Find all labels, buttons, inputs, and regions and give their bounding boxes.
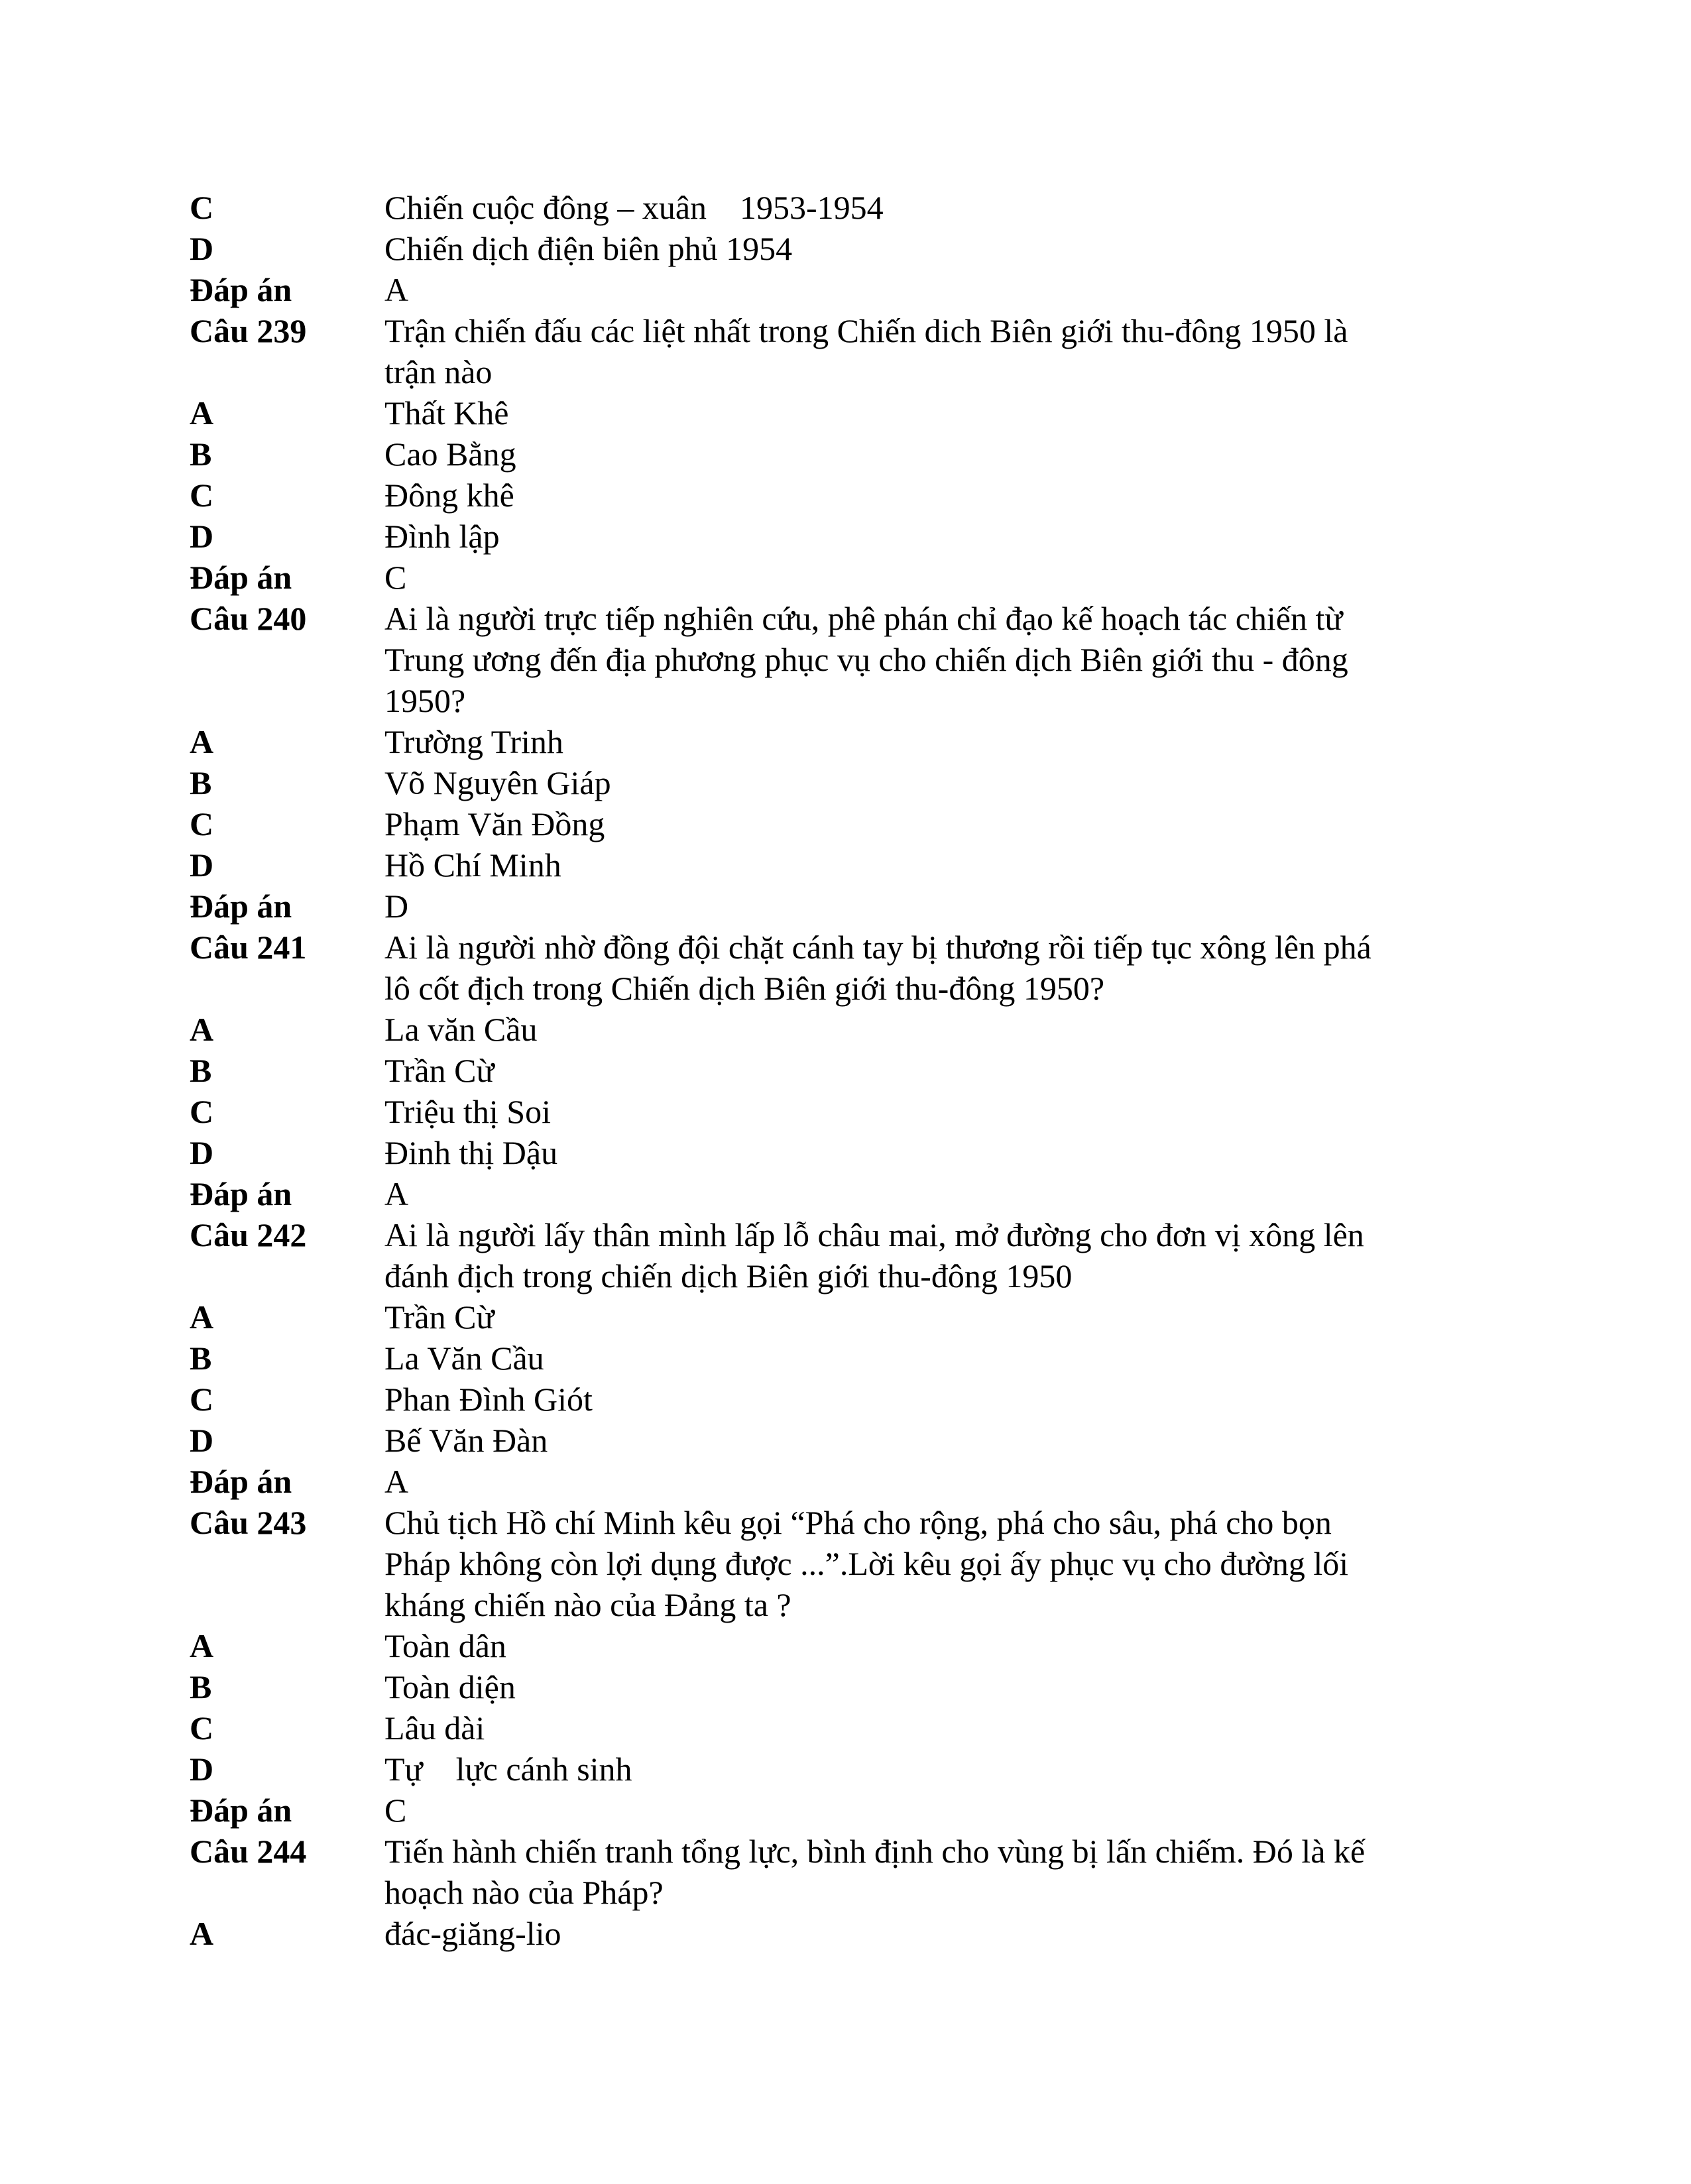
quiz-row [190, 433, 1489, 475]
quiz-row [190, 721, 1489, 762]
quiz-row [190, 1831, 1489, 1913]
quiz-row [190, 1050, 1489, 1091]
row-text: Tiến hành chiến tranh tổng lực, bình định cho vùng bị lấn chiếm. Đó là kế hoạch nào của Pháp? [384, 1833, 1366, 1911]
quiz-row [190, 557, 1489, 598]
row-label: Câu 242 [190, 1216, 307, 1253]
row-text: Toàn diện [384, 1668, 516, 1705]
row-label: C [190, 1381, 214, 1418]
row-text: Toàn dân [384, 1627, 506, 1664]
row-text: Đình lập [384, 518, 500, 555]
row-text: La Văn Cầu [384, 1340, 544, 1377]
quiz-row [190, 475, 1489, 516]
quiz-row [190, 228, 1489, 269]
row-label: C [190, 1709, 214, 1747]
row-label: Câu 241 [190, 929, 307, 966]
quiz-row [190, 187, 1489, 228]
row-label: C [190, 189, 214, 226]
row-label: D [190, 1134, 214, 1171]
row-text: đác-giăng-lio [384, 1915, 561, 1952]
row-label: A [190, 394, 214, 431]
quiz-row [190, 1461, 1489, 1502]
quiz-row [190, 1091, 1489, 1132]
row-label: A [190, 723, 214, 760]
quiz-row [190, 927, 1489, 1009]
quiz-row [190, 1009, 1489, 1050]
row-text: A [384, 1175, 409, 1212]
quiz-row [190, 1173, 1489, 1214]
row-text: Phạm Văn Đồng [384, 805, 605, 842]
quiz-row [190, 269, 1489, 310]
row-text: Tự lực cánh sinh [384, 1751, 632, 1788]
row-text: A [384, 1463, 409, 1500]
row-label: C [190, 1093, 214, 1130]
row-label: Đáp án [190, 1792, 292, 1829]
quiz-row [190, 1379, 1489, 1420]
row-label: D [190, 846, 214, 884]
row-text: Ai là người nhờ đồng đội chặt cánh tay bị thương rồi tiếp tục xông lên phá lô cốt địch trong Chiến dịch Biên giới thu-đông 1950? [384, 929, 1371, 1007]
quiz-row [190, 516, 1489, 557]
row-text: Trần Cừ [384, 1298, 495, 1336]
row-text: C [384, 1792, 407, 1829]
row-text: Ai là người lấy thân mình lấp lỗ châu mai, mở đường cho đơn vị xông lên đánh địch trong chiến dịch Biên giới thu-đông 1950 [384, 1216, 1364, 1294]
quiz-row [190, 1420, 1489, 1461]
quiz-row [190, 1790, 1489, 1831]
row-label: B [190, 764, 212, 801]
quiz-row [190, 1214, 1489, 1296]
row-label: B [190, 435, 212, 473]
row-text: Trường Trinh [384, 723, 563, 760]
row-label: Câu 240 [190, 600, 307, 637]
row-label: C [190, 805, 214, 842]
row-label: D [190, 1422, 214, 1459]
row-label: B [190, 1340, 212, 1377]
row-text: Chiến dịch điện biên phủ 1954 [384, 230, 793, 267]
row-label: C [190, 477, 214, 514]
row-label: D [190, 230, 214, 267]
quiz-row [190, 598, 1489, 721]
quiz-row [190, 1625, 1489, 1666]
row-text: Thất Khê [384, 394, 509, 431]
row-label: Đáp án [190, 1175, 292, 1212]
quiz-row [190, 1132, 1489, 1173]
row-text: Võ Nguyên Giáp [384, 764, 611, 801]
row-text: Triệu thị Soi [384, 1093, 552, 1130]
row-text: Chiến cuộc đông – xuân 1953-1954 [384, 189, 884, 226]
row-text: D [384, 888, 409, 925]
row-text: La văn Cầu [384, 1011, 538, 1048]
quiz-row [190, 1502, 1489, 1625]
row-label: B [190, 1052, 212, 1089]
row-label: D [190, 1751, 214, 1788]
row-text: Trận chiến đấu các liệt nhất trong Chiến dich Biên giới thu-đông 1950 là trận nào [384, 312, 1348, 390]
row-label: Câu 244 [190, 1833, 307, 1870]
quiz-row [190, 1666, 1489, 1707]
row-label: Câu 239 [190, 312, 307, 349]
row-label: Câu 243 [190, 1504, 307, 1541]
row-text: A [384, 271, 409, 308]
row-label: A [190, 1915, 214, 1952]
row-label: Đáp án [190, 271, 292, 308]
quiz-list [190, 187, 1489, 1954]
quiz-row [190, 803, 1489, 844]
quiz-row [190, 844, 1489, 886]
row-text: Ai là người trực tiếp nghiên cứu, phê phán chỉ đạo kế hoạch tác chiến từ Trung ương đến địa phương phục vụ cho chiến dịch Biên giới thu - đông 1950? [384, 600, 1348, 719]
row-text: C [384, 559, 407, 596]
row-label: B [190, 1668, 212, 1705]
row-text: Hồ Chí Minh [384, 846, 561, 884]
quiz-row [190, 392, 1489, 433]
row-text: Trần Cừ [384, 1052, 495, 1089]
quiz-row [190, 1749, 1489, 1790]
row-label: A [190, 1298, 214, 1336]
quiz-row [190, 1913, 1489, 1954]
row-text: Cao Bằng [384, 435, 516, 473]
quiz-row [190, 1338, 1489, 1379]
row-label: A [190, 1627, 214, 1664]
row-label: A [190, 1011, 214, 1048]
row-label: D [190, 518, 214, 555]
quiz-row [190, 762, 1489, 803]
quiz-row [190, 1296, 1489, 1338]
quiz-row [190, 1707, 1489, 1749]
row-text: Lâu dài [384, 1709, 485, 1747]
row-label: Đáp án [190, 888, 292, 925]
row-label: Đáp án [190, 1463, 292, 1500]
quiz-row [190, 310, 1489, 392]
quiz-row [190, 886, 1489, 927]
row-text: Bế Văn Đàn [384, 1422, 548, 1459]
row-text: Phan Đình Giót [384, 1381, 593, 1418]
row-text: Đinh thị Dậu [384, 1134, 558, 1171]
row-text: Đông khê [384, 477, 514, 514]
row-label: Đáp án [190, 559, 292, 596]
row-text: Chủ tịch Hồ chí Minh kêu gọi “Phá cho rộng, phá cho sâu, phá cho bọn Pháp không còn lợi dụng được ...”.Lời kêu gọi ấy phục vụ cho đường lối kháng chiến nào của Đảng ta ? [384, 1504, 1349, 1623]
